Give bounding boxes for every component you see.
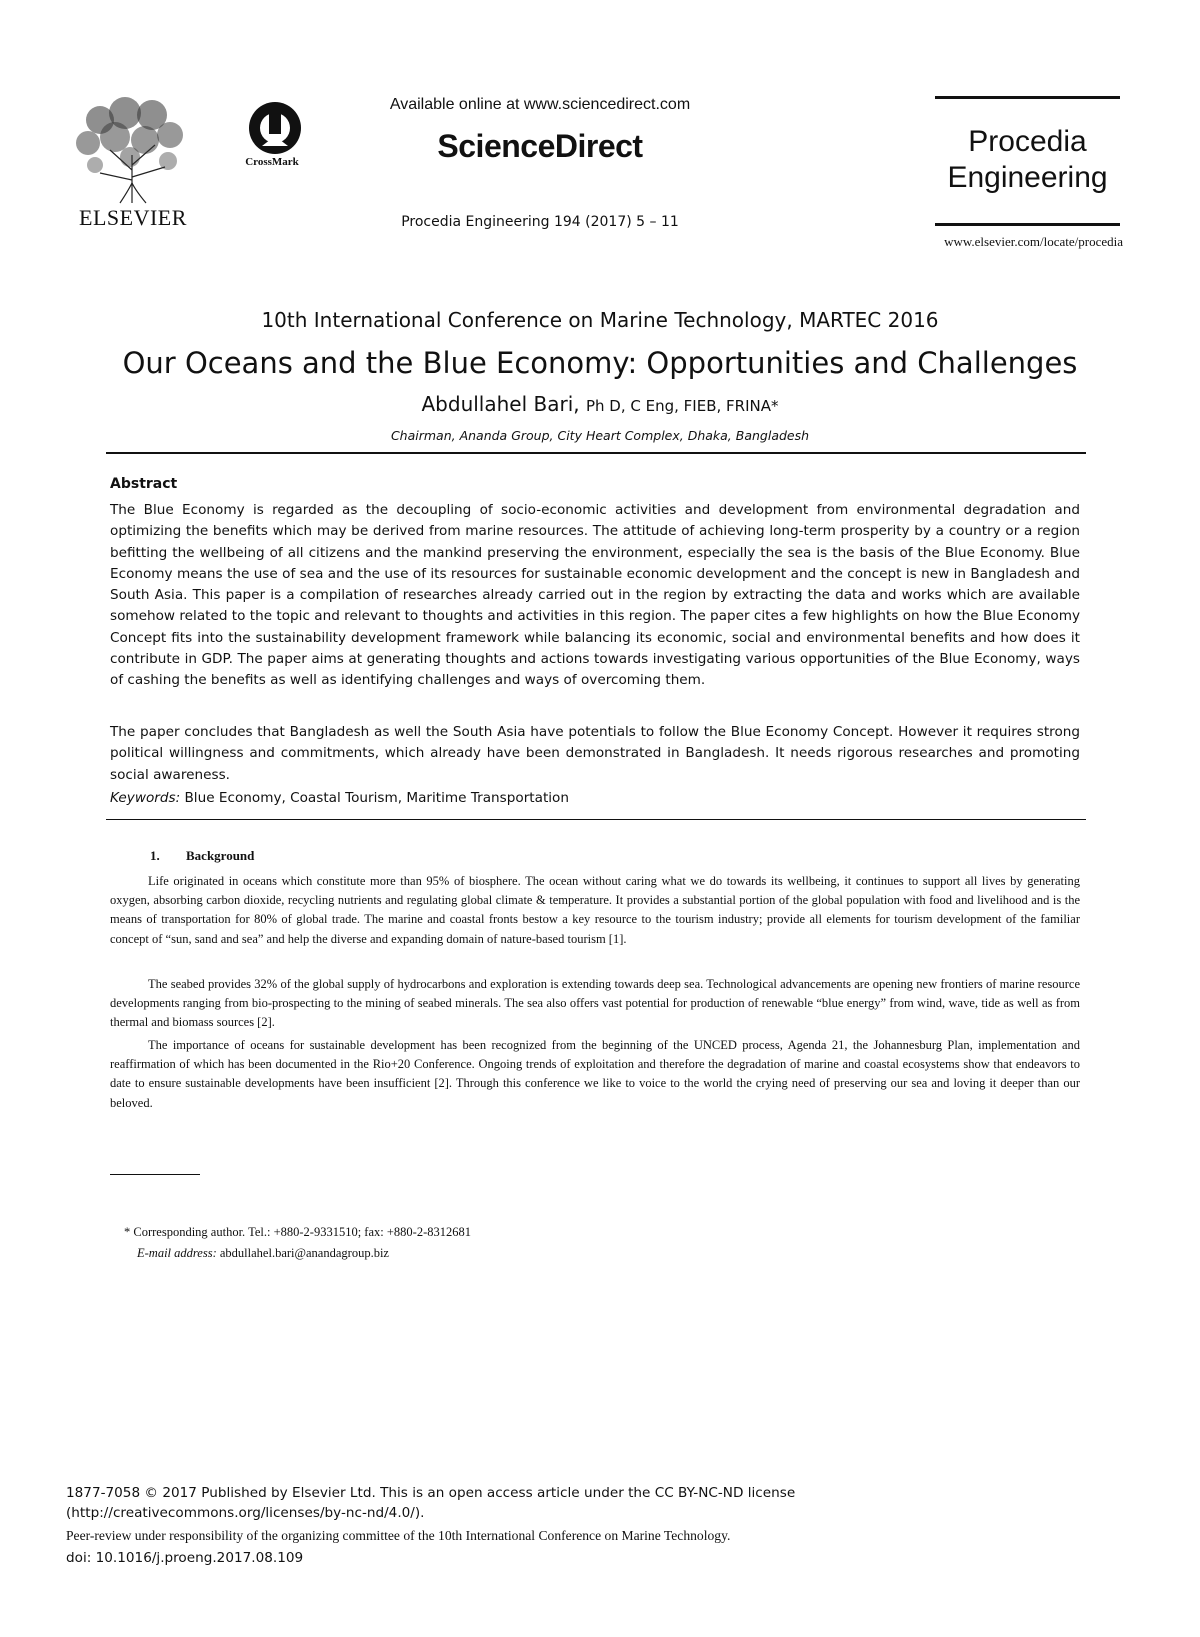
- sciencedirect-wordmark[interactable]: ScienceDirect: [437, 128, 643, 164]
- available-online-text: Available online at www.sciencedirect.com: [389, 96, 691, 113]
- author-name: Abdullahel Bari,: [421, 392, 580, 416]
- license-statement: 1877-7058 © 2017 Published by Elsevier Ltd. This is an open access article under the CC BY-NC-ND license: [66, 1485, 796, 1501]
- footnote-rule: [110, 1174, 200, 1175]
- journal-name: [925, 124, 1130, 196]
- journal-rule-top: [935, 96, 1120, 99]
- keywords-label: Keywords:: [110, 790, 181, 806]
- title-divider: [106, 452, 1086, 454]
- author-line: [100, 392, 1100, 416]
- email-address[interactable]: abdullahel.bari@anandagroup.biz: [219, 1246, 389, 1260]
- abstract-divider: [106, 819, 1086, 820]
- email-note: [137, 1246, 389, 1261]
- background-paragraph-1: Life originated in oceans which constitute more than 95% of biosphere. The ocean without caring what we do towards its wellbeing, it continues to support all lives by generating oxygen, absorbing carbon dioxide, recycling nutrients and regulating global climate & temperature. It provides a substantial portion of the global population with food and livelihood and is the means of transportation for 80% of global trade. The marine and coastal fronts bestow a key resource to the tourism industry; provide all elements for tourism development of the familiar concept of “sun, sand and sea” and help the diverse and expanding domain of nature-based tourism [1].: [110, 874, 1080, 946]
- peer-review-statement: Peer-review under responsibility of the organizing committee of the 10th International Conference on Marine Technology.: [66, 1528, 731, 1543]
- section-number: 1.: [150, 848, 160, 863]
- doi-link[interactable]: doi: 10.1016/j.proeng.2017.08.109: [66, 1550, 304, 1566]
- email-label: E-mail address:: [137, 1246, 217, 1260]
- corresponding-author-note: * Corresponding author. Tel.: +880-2-9331510; fax: +880-2-8312681: [124, 1225, 471, 1239]
- journal-rule-bottom: [935, 223, 1120, 226]
- abstract-heading: Abstract: [110, 476, 178, 492]
- journal-citation: Procedia Engineering 194 (2017) 5 – 11: [401, 214, 679, 230]
- abstract-paragraph-2: The paper concludes that Bangladesh as well the South Asia have potentials to follow the Blue Economy Concept. However it requires strong political willingness and commitments, which already have been demonstrated in Bangladesh. It needs rigorous researches and promoting social awareness.: [110, 724, 1080, 783]
- conference-name: 10th International Conference on Marine Technology, MARTEC 2016: [261, 308, 939, 332]
- abstract-paragraph-1: The Blue Economy is regarded as the decoupling of socio-economic activities and development from environmental degradation and optimizing the benefits which may be derived from marine resources. The attitude of achieving long-term prosperity by a country or a region befitting the wellbeing of all citizens and the mankind preserving the environment, especially the sea is the basis of the Blue Economy. Blue Economy means the use of sea and the use of its resources for sustainable economic development and the concept is new in Bangladesh and South Asia. This paper is a compilation of researches already carried out in the region by extracting the data and works which are available somehow related to the topic and relevant to thoughts and activities in this region. The paper cites a few highlights on how the Blue Economy Concept fits into the sustainability development framework while balancing its economic, social and environmental benefits and how does it contribute in GDP. The paper aims at generating thoughts and actions towards investigating various opportunities of the Blue Economy, ways of cashing the benefits as well as identifying challenges and ways of overcoming them.: [110, 502, 1080, 689]
- journal-url-link[interactable]: www.elsevier.com/locate/procedia: [944, 234, 1123, 249]
- keywords-list: Blue Economy, Coastal Tourism, Maritime Transportation: [184, 790, 569, 806]
- author-affiliation: Chairman, Ananda Group, City Heart Complex, Dhaka, Bangladesh: [390, 428, 810, 443]
- journal-name-line-1: Procedia: [968, 125, 1087, 158]
- keywords-line: [110, 790, 569, 806]
- paper-title: Our Oceans and the Blue Economy: Opportunities and Challenges: [122, 346, 1078, 380]
- section-title: Background: [186, 848, 255, 863]
- section-heading: [150, 848, 254, 864]
- background-paragraph-3: The importance of oceans for sustainable development has been recognized from the beginning of the UNCED process, Agenda 21, the Johannesburg Plan, implementation and reaffirmation of which has been documented in the Rio+20 Conference. Ongoing trends of exploitation and therefore the degradation of marine and coastal ecosystems show that endeavors to date to ensure sustainable developments have been insufficient [2]. Through this conference we like to voice to the world the crying need of preserving our sea and loving it deeper than our beloved.: [110, 1038, 1080, 1110]
- background-paragraph-2: The seabed provides 32% of the global supply of hydrocarbons and exploration is extending towards deep sea. Technological advancements are opening new frontiers of marine resource developments ranging from bio-prospecting to the mining of seabed minerals. The sea also offers vast potential for production of renewable “blue energy” from wind, wave, tide as well as from thermal and biomass sources [2].: [110, 977, 1080, 1030]
- license-url-link[interactable]: (http://creativecommons.org/licenses/by-nc-nd/4.0/).: [66, 1505, 425, 1521]
- crossmark-label: CrossMark: [245, 156, 299, 168]
- publisher-wordmark: ELSEVIER: [79, 205, 187, 230]
- journal-name-line-2: Engineering: [947, 161, 1108, 194]
- author-credentials: Ph D, C Eng, FIEB, FRINA*: [585, 397, 779, 415]
